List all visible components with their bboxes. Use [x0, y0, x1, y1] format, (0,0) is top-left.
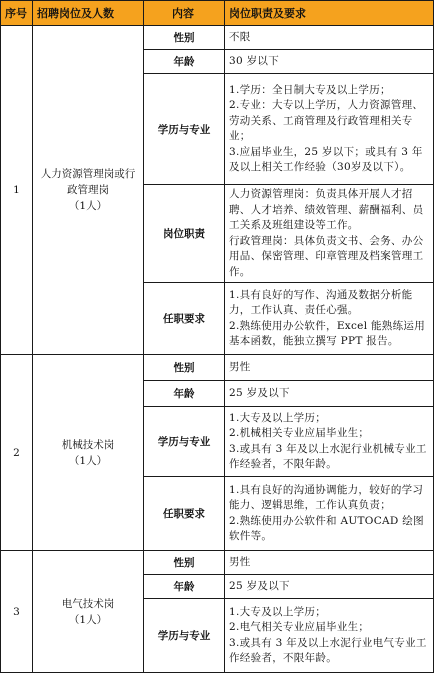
value-line: 3.或具有 3 年及以上水泥行业电气专业工作经验者，不限年龄。 — [229, 636, 427, 664]
job-number: 3 — [1, 551, 33, 673]
row-item: 学历与专业 — [144, 599, 225, 673]
value-line: 25 岁及以下 — [229, 579, 290, 592]
value-line: 2.熟练使用办公软件，Excel 能熟练运用基本函数，能独立撰写 PPT 报告。 — [229, 319, 425, 347]
value-line: 25 岁及以下 — [229, 386, 290, 399]
row-item: 性别 — [144, 551, 225, 575]
value-line: 3.应届毕业生，25 岁以下；或具有 3 年及以上相关工作经验（30岁及以下）。 — [229, 145, 423, 173]
row-value — [225, 26, 434, 50]
row-item: 岗位职责 — [144, 185, 225, 283]
value-line: 2.熟练使用办公软件和 AUTOCAD 绘图软件等。 — [229, 514, 424, 542]
row-value — [225, 283, 434, 355]
row-item: 年龄 — [144, 50, 225, 74]
table-header-row — [1, 1, 434, 26]
row-value — [225, 551, 434, 575]
row-value — [225, 599, 434, 673]
value-line: 2.专业：大专以上学历，人力资源管理、劳动关系、工商管理及行政管理相关专业； — [229, 99, 424, 142]
job-number: 2 — [1, 355, 33, 551]
value-line: 1.具有良好的写作、沟通及数据分析能力，工作认真、责任心强。 — [229, 288, 413, 316]
table-row — [1, 355, 434, 381]
header-duty: 岗位职责及要求 — [225, 1, 434, 26]
row-item: 年龄 — [144, 381, 225, 407]
row-item: 学历与专业 — [144, 407, 225, 477]
row-value — [225, 74, 434, 185]
value-line: 1.具有良好的沟通协调能力，较好的学习能力、逻辑思维，工作认真负责； — [229, 483, 424, 511]
row-value — [225, 381, 434, 407]
job-position — [33, 26, 144, 355]
job-title: 电气技术岗 — [61, 597, 115, 610]
row-item: 性别 — [144, 26, 225, 50]
table-row — [1, 26, 434, 50]
value-line: 1.大专及以上学历； — [229, 605, 327, 618]
job-count: （1人） — [68, 200, 108, 212]
job-position — [33, 355, 144, 551]
row-value — [225, 50, 434, 74]
value-line: 行政管理岗：具体负责文书、会务、办公用品、保密管理、印章管理及档案管理工作。 — [229, 234, 424, 278]
value-line: 2.电气相关专业应届毕业生； — [229, 621, 370, 633]
row-value — [225, 575, 434, 599]
job-count: （1人） — [68, 454, 108, 467]
value-line: 不限 — [229, 30, 251, 43]
row-item: 性别 — [144, 355, 225, 381]
row-item: 任职要求 — [144, 283, 225, 355]
row-value — [225, 185, 434, 283]
job-title: 机械技术岗 — [61, 438, 115, 451]
row-item: 年龄 — [144, 575, 225, 599]
value-line: 男性 — [229, 360, 251, 373]
value-line: 30 岁以下 — [229, 54, 279, 67]
header-no: 序号 — [1, 1, 33, 26]
header-position: 招聘岗位及人数 — [33, 1, 144, 26]
job-title: 人力资源管理岗或行政管理岗 — [40, 168, 136, 196]
value-line: 人力资源管理岗：负责具体开展人才招聘、人才培养、绩效管理、薪酬福利、员工关系及班组建设等工作。 — [229, 188, 424, 231]
value-line: 2.机械相关专业应届毕业生； — [229, 427, 370, 439]
job-count: （1人） — [68, 613, 108, 626]
job-number: 1 — [1, 26, 33, 355]
row-value — [225, 355, 434, 381]
row-item: 任职要求 — [144, 477, 225, 551]
value-line: 3.或具有 3 年及以上水泥行业机械专业工作经验者，不限年龄。 — [229, 442, 427, 470]
row-value — [225, 477, 434, 551]
header-content: 内容 — [144, 1, 225, 26]
table-row — [1, 551, 434, 575]
value-line: 1.学历：全日制大专及以上学历； — [229, 83, 391, 96]
row-value — [225, 407, 434, 477]
value-line: 1.大专及以上学历； — [229, 411, 327, 424]
value-line: 男性 — [229, 555, 251, 568]
job-position — [33, 551, 144, 673]
row-item: 学历与专业 — [144, 74, 225, 185]
